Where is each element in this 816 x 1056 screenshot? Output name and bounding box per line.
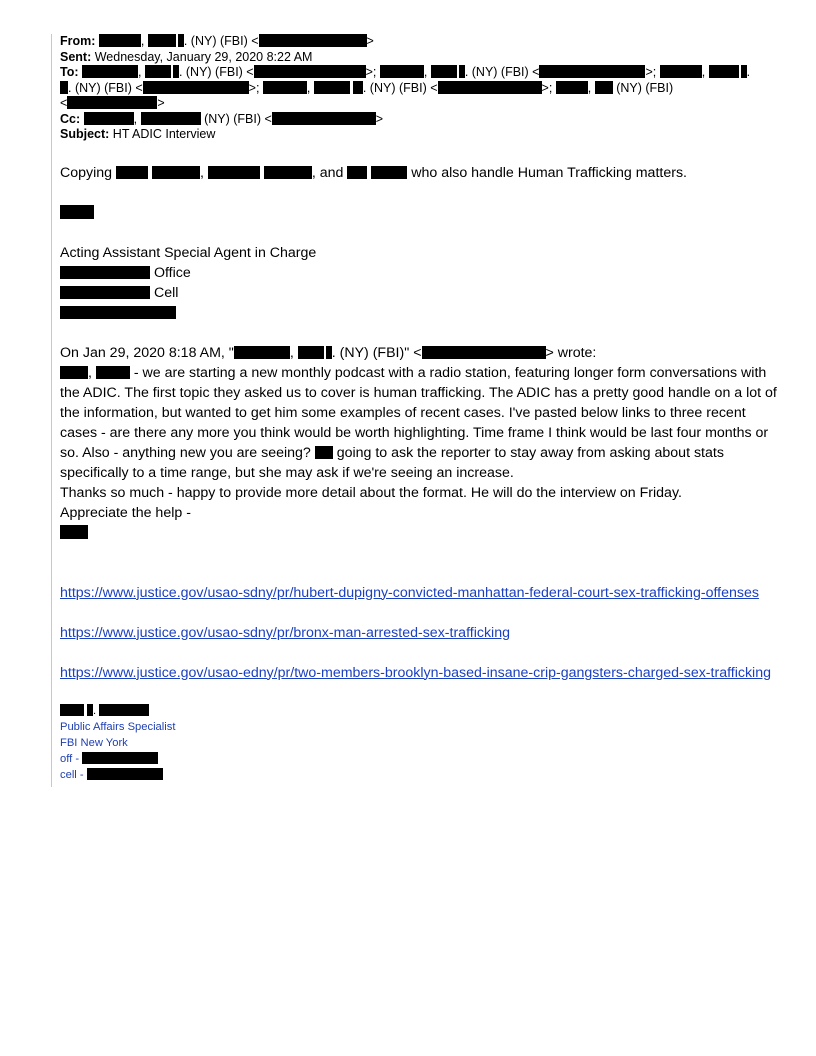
redaction-box [148, 34, 176, 47]
sent-label: Sent: [60, 49, 92, 64]
redaction-box [208, 166, 260, 179]
redaction-box [556, 81, 588, 94]
signature-block [60, 703, 780, 783]
redaction-box [259, 34, 367, 47]
redaction-box [422, 346, 546, 359]
redaction-box [145, 65, 171, 78]
to-line-3: < > [60, 96, 165, 110]
redaction-box [272, 112, 376, 125]
redaction-box [60, 366, 88, 379]
redaction-box [60, 306, 176, 319]
redaction-box [152, 166, 200, 179]
quoted-intro: On Jan 29, 2020 8:18 AM, " , . (NY) (FBI)" < > wrote: [60, 344, 597, 361]
signature-org: FBI New York [60, 736, 128, 749]
redaction-box [60, 286, 150, 299]
email-line [60, 303, 780, 323]
to-line-2: . (NY) (FBI) < >; , . (NY) (FBI) < >; , (NY) (FBI) [60, 81, 780, 97]
link-1-wrap [60, 583, 780, 603]
link-crip-gangsters-case[interactable]: https://www.justice.gov/usao-edny/pr/two-members-brooklyn-based-insane-crip-gangsters-charged-sex-trafficking [60, 664, 771, 681]
link-2-wrap [60, 623, 780, 643]
sent-line [60, 50, 780, 66]
subject-line [60, 127, 780, 143]
redaction-box [60, 266, 150, 279]
redaction-box [82, 752, 158, 764]
redaction-box [371, 166, 407, 179]
copying-line: Copying , , and who also handle Human Trafficking matters. [60, 164, 687, 181]
redaction-box [315, 446, 333, 459]
redaction-box [82, 65, 138, 78]
redaction-box [254, 65, 366, 78]
redaction-box [380, 65, 424, 78]
redaction-box [264, 166, 312, 179]
subject-value: HT ADIC Interview [112, 127, 216, 141]
signature-office: off - [60, 751, 780, 767]
redaction-box [67, 96, 157, 109]
redaction-box [438, 81, 542, 94]
redaction-box [84, 112, 134, 125]
sent-value: Wednesday, January 29, 2020 8:22 AM [94, 49, 313, 64]
sender-title: Acting Assistant Special Agent in Charge [60, 244, 317, 261]
signature-title: Public Affairs Specialist [60, 720, 176, 733]
cell-line: Cell [60, 283, 780, 303]
redaction-box [298, 346, 324, 359]
redaction-box [87, 768, 163, 780]
appreciate-line: Appreciate the help - [60, 504, 191, 521]
redaction-box [99, 34, 141, 47]
redaction-box [314, 81, 350, 94]
email-body [60, 163, 780, 703]
quoted-sender-name [60, 523, 780, 543]
redaction-box [353, 81, 363, 94]
from-label: From: [60, 34, 96, 48]
redaction-box [60, 704, 84, 716]
redaction-box [660, 65, 702, 78]
link-bronx-case[interactable]: https://www.justice.gov/usao-sdny/pr/bronx-man-arrested-sex-trafficking [60, 624, 510, 641]
email-header [60, 34, 780, 143]
link-dupigny-case[interactable]: https://www.justice.gov/usao-sdny/pr/hubert-dupigny-convicted-manhattan-federal-court-sex-trafficking-offenses [60, 584, 759, 601]
redaction-box [99, 704, 149, 716]
redaction-box [263, 81, 307, 94]
thanks-line: Thanks so much - happy to provide more detail about the format. He will do the interview on Friday. [60, 484, 682, 501]
redaction-box [141, 112, 201, 125]
redaction-box [116, 166, 148, 179]
signature-cell: cell - [60, 767, 780, 783]
sender-name [60, 203, 780, 223]
redaction-box [60, 525, 88, 539]
to-label: To: [60, 65, 79, 79]
link-3-wrap [60, 663, 780, 683]
redaction-box [431, 65, 457, 78]
redaction-box [96, 366, 130, 379]
redaction-box [539, 65, 645, 78]
cc-label: Cc: [60, 111, 81, 126]
quoted-paragraph: , - we are starting a new monthly podcast with a radio station, featuring longer form conversations with the ADIC. The first topic they asked us to cover is human trafficking. The ADIC has a pretty good handle on a lot of the information, but wanted to get him some examples of recent cases. I've pasted below links to three recent cases - are there any more you think would be worth highlighting. Time frame I think would be last four months or so. Also - anything new you are seeing? going to ask the reporter to stay away from asking about stats specifically to a time range, but she may ask if we're seeing an increase. [60, 364, 777, 481]
subject-label: Subject: [60, 127, 110, 141]
redaction-box [60, 205, 94, 219]
redaction-box [60, 81, 68, 94]
from-suffix: . (NY) (FBI) < [183, 34, 259, 48]
redaction-box [143, 81, 249, 94]
redaction-box [347, 166, 367, 179]
email-document [51, 34, 780, 787]
signature-name: . [60, 703, 780, 719]
from-line: From: , . (NY) (FBI) < > [60, 34, 374, 48]
to-line: To: , . (NY) (FBI) < >; , . (NY) (FBI) < >; , . [60, 65, 751, 79]
cc-line: Cc: , (NY) (FBI) < > [60, 111, 384, 126]
redaction-box [234, 346, 290, 359]
redaction-box [595, 81, 613, 94]
office-line: Office [60, 263, 780, 283]
redaction-box [709, 65, 739, 78]
